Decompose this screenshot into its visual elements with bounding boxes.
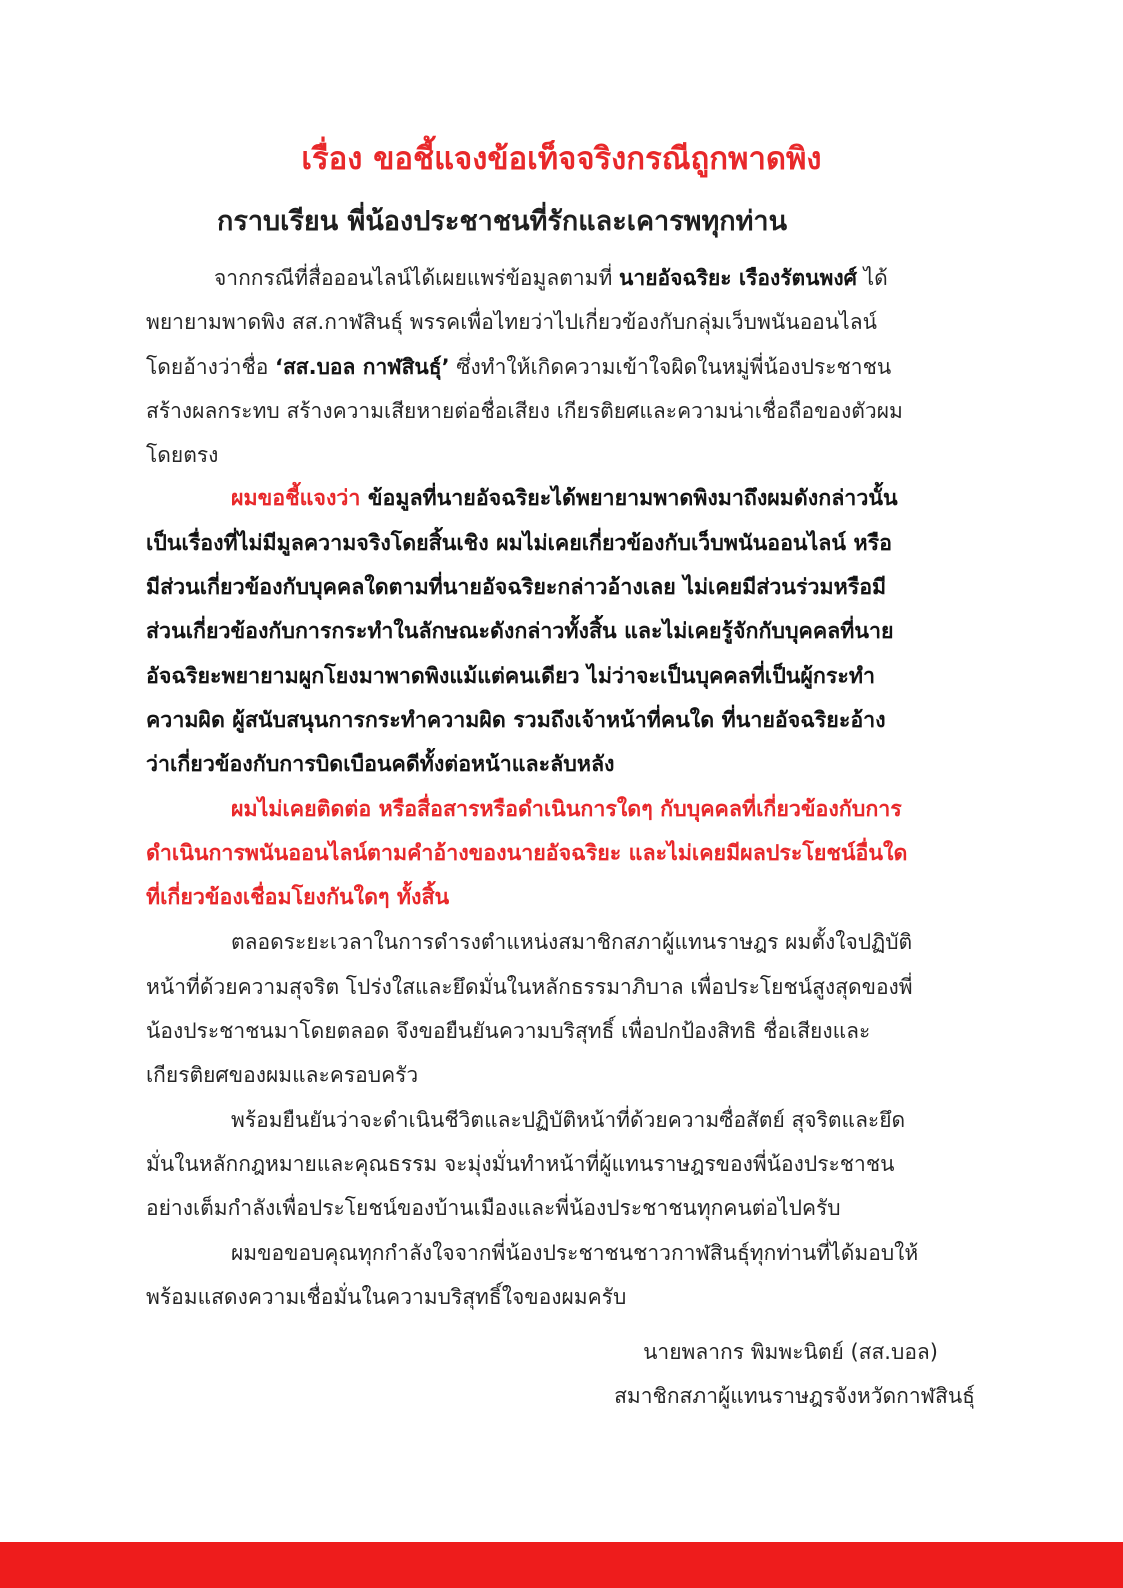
document-title: เรื่อง ขอชี้แจงข้อเท็จจริงกรณีถูกพาดพิง — [301, 141, 822, 177]
text-line: โดยตรง — [146, 443, 219, 468]
text-line: ตลอดระยะเวลาในการดำรงตำแหน่งสมาชิกสภาผู้แทนราษฎร ผมตั้งใจปฏิบัติ — [231, 930, 913, 955]
text-line: หน้าที่ด้วยความสุจริต โปร่งใสและยึดมั่นในหลักธรรมาภิบาล เพื่อประโยชน์สูงสุดของพี่ — [146, 974, 913, 999]
text-line: สร้างผลกระทบ สร้างความเสียหายต่อชื่อเสียง เกียรติยศและความน่าเชื่อถือของตัวผม — [146, 398, 903, 423]
text-line — [146, 256, 1031, 300]
paragraph-thanks — [146, 1231, 1031, 1320]
paragraph-clarification — [146, 477, 1031, 787]
text-line: พร้อมยืนยันว่าจะดำเนินชีวิตและปฏิบัติหน้าที่ด้วยความซื่อสัตย์ สุจริตและยึด — [231, 1107, 906, 1132]
text-line: อัจฉริยะพยายามผูกโยงมาพาดพิงแม้แต่คนเดียว ไม่ว่าจะเป็นบุคคลที่เป็นผู้กระทำ — [146, 663, 875, 689]
document-body — [146, 256, 1031, 1319]
text-line: เกียรติยศของผมและครอบครัว — [146, 1063, 419, 1088]
text-run: ข้อมูลที่นายอัจฉริยะได้พยายามพาดพิงมาถึงผมดังกล่าวนั้น — [360, 486, 898, 512]
text-line: มีส่วนเกี่ยวข้องกับบุคคลใดตามที่นายอัจฉริยะกล่าวอ้างเลย ไม่เคยมีส่วนร่วมหรือมี — [146, 575, 887, 601]
text-line: พร้อมแสดงความเชื่อมั่นในความบริสุทธิ์ใจของผมครับ — [146, 1284, 627, 1309]
text-line: เป็นเรื่องที่ไม่มีมูลความจริงโดยสิ้นเชิง ผมไม่เคยเกี่ยวข้องกับเว็บพนันออนไลน์ หรือ — [146, 530, 892, 556]
signatory-role: สมาชิกสภาผู้แทนราษฎรจังหวัดกาฬสินธุ์ — [614, 1384, 975, 1408]
paragraph-denial — [146, 788, 1031, 921]
text-line: พยายามพาดพิง สส.กาฬสินธุ์ พรรคเพื่อไทยว่าไปเกี่ยวข้องกับกลุ่มเว็บพนันออนไลน์ — [146, 310, 877, 335]
text-line: ผมไม่เคยติดต่อ หรือสื่อสารหรือดำเนินการใดๆ กับบุคคลที่เกี่ยวข้องกับการ — [231, 796, 902, 822]
signature-block — [560, 1330, 990, 1418]
text-line: ว่าเกี่ยวข้องกับการบิดเบือนคดีทั้งต่อหน้าและลับหลัง — [146, 752, 615, 778]
text-line: ความผิด ผู้สนับสนุนการกระทำความผิด รวมถึงเจ้าหน้าที่คนใด ที่นายอัจฉริยะอ้าง — [146, 707, 886, 733]
text-line: ที่เกี่ยวข้องเชื่อมโยงกันใดๆ ทั้งสิ้น — [146, 885, 450, 911]
text-line: มั่นในหลักกฎหมายและคุณธรรม จะมุ่งมั่นทำหน้าที่ผู้แทนราษฎรของพี่น้องประชาชน — [146, 1151, 895, 1176]
text-line: ผมขอขอบคุณทุกกำลังใจจากพี่น้องประชาชนชาวกาฬสินธุ์ทุกท่านที่ได้มอบให้ — [231, 1240, 919, 1265]
text-line: ดำเนินการพนันออนไลน์ตามคำอ้างของนายอัจฉริยะ และไม่เคยมีผลประโยชน์อื่นใด — [146, 840, 908, 866]
paragraph-intro — [146, 256, 1031, 477]
paragraph-commitment — [146, 1098, 1031, 1231]
text-line: น้องประชาชนมาโดยตลอด จึงขอยืนยันความบริสุทธิ์ เพื่อปกป้องสิทธิ ชื่อเสียงและ — [146, 1019, 871, 1044]
quoted-name: ‘สส.บอล กาฬสินธุ์’ — [275, 354, 450, 379]
text-run: จากกรณีที่สื่อออนไลน์ได้เผยแพร่ข้อมูลตามที่ — [214, 266, 620, 290]
paragraph-integrity — [146, 920, 1031, 1097]
text-run: โดยอ้างว่าชื่อ — [146, 354, 276, 379]
person-name: นายอัจฉริยะ เรืองรัตนพงศ์ — [619, 266, 857, 290]
footer-bar — [0, 1542, 1123, 1588]
text-line — [146, 477, 1031, 521]
text-run: ซึ่งทำให้เกิดความเข้าใจผิดในหมู่พี่น้องประชาชน — [449, 354, 892, 379]
text-line — [146, 345, 1031, 389]
signatory-name: นายพลากร พิมพะนิตย์ (สส.บอล) — [643, 1340, 938, 1364]
text-run: ได้ — [856, 266, 888, 290]
clarification-label: ผมขอชี้แจงว่า — [231, 486, 361, 512]
salutation: กราบเรียน พี่น้องประชาชนที่รักและเคารพทุกท่าน — [217, 206, 788, 237]
text-line: อย่างเต็มกำลังเพื่อประโยชน์ของบ้านเมืองและพี่น้องประชาชนทุกคนต่อไปครับ — [146, 1196, 841, 1221]
text-line: ส่วนเกี่ยวข้องกับการกระทำในลักษณะดังกล่าวทั้งสิ้น และไม่เคยรู้จักกับบุคคลที่นาย — [146, 619, 894, 645]
